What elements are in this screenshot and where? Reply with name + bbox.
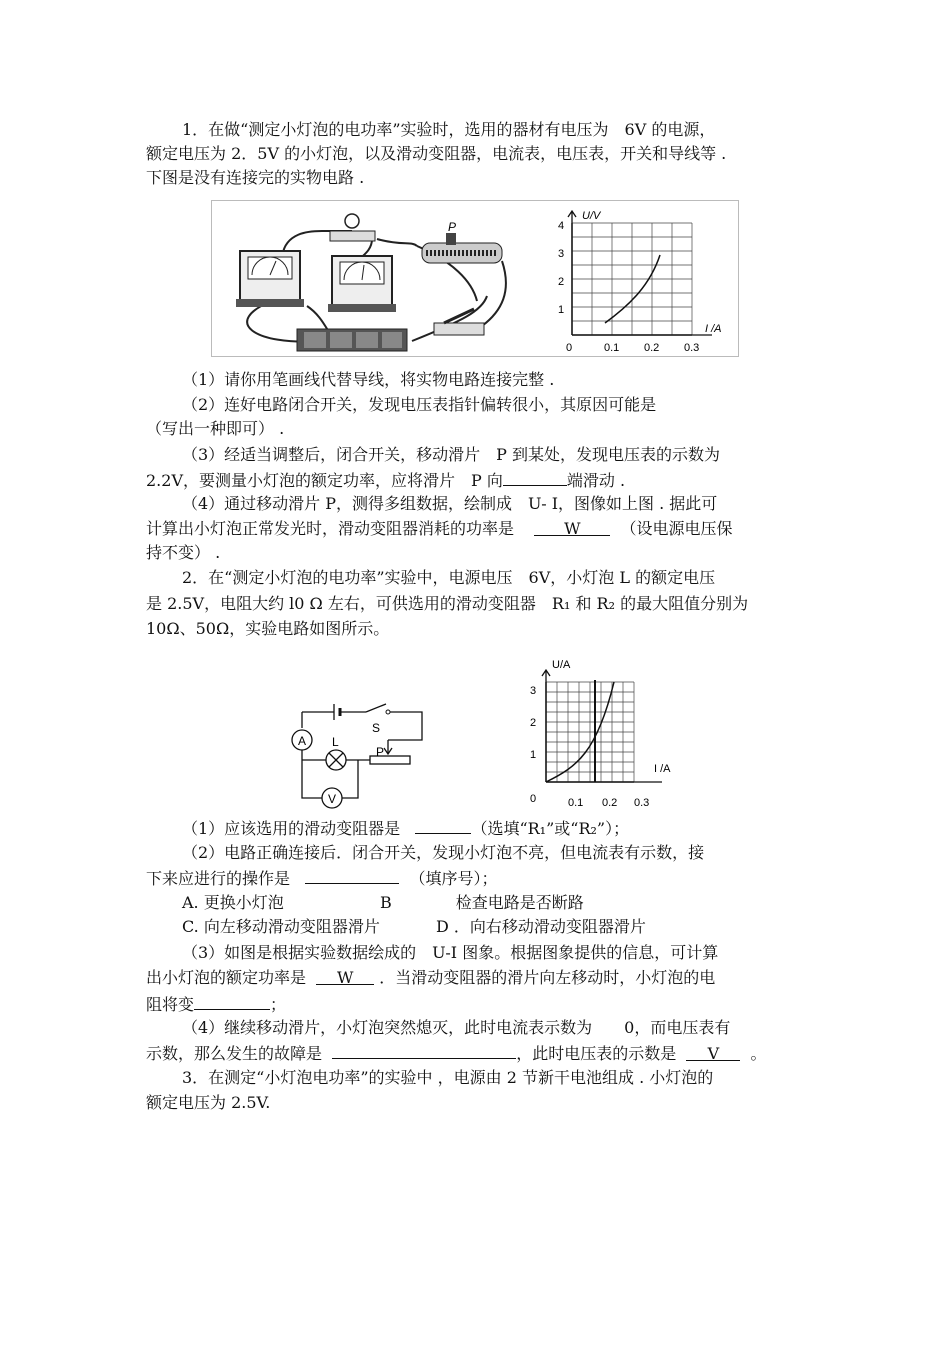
q2-ytick-2: 2	[530, 717, 537, 729]
q1-part-4b	[146, 517, 733, 541]
q2-option-a: A. 更换小灯泡	[182, 893, 284, 912]
q2-line-2: 是 2.5V，电阻大约 l0 Ω 左右，可供选用的滑动变阻器 R₁ 和 R₂ 的最大阻值分别为	[146, 594, 749, 613]
q2-xtick-1: 0.1	[568, 797, 584, 809]
q1-xtick-2: 0.2	[644, 342, 660, 354]
q1-part-4a: （4）通过移动滑片 P，测得多组数据，绘制成 U- I，图像如上图 . 据此可	[182, 494, 718, 513]
q1-part-3b	[146, 467, 625, 493]
q1-xtick-0: 0	[566, 342, 573, 354]
q2-part-1-end: （选填“R₁”或“R₂”）；	[471, 819, 630, 838]
q2-answer-blank-rheostat[interactable]	[415, 815, 471, 834]
q3-line-1: 3．在测定“小灯泡电功率”的实验中 ，电源由 2 节新干电池组成 . 小灯泡的	[182, 1068, 714, 1087]
q1-part-3b-end: 端滑动 .	[566, 471, 626, 490]
q2-xtick-0: 0	[530, 793, 537, 805]
q2-xtick-2: 0.2	[602, 797, 618, 809]
q2-part-3c-text: 阻将变	[146, 995, 195, 1014]
q2-graph-ylabel: U/A	[552, 659, 571, 671]
q2-lamp-label: L	[332, 735, 339, 749]
q2-slider-label: P	[376, 745, 385, 759]
q2-line-3: 10Ω、50Ω，实验电路如图所示。	[146, 619, 390, 638]
q1-ytick-1: 1	[558, 304, 565, 316]
q2-answer-blank-fault[interactable]	[332, 1040, 516, 1059]
q1-part-4c: 持不变） .	[146, 543, 221, 562]
q1-line-3: 下图是没有连接完的实物电路 .	[146, 168, 365, 187]
q1-part-4b-text: 计算出小灯泡正常发光时，滑动变阻器消耗的功率是	[146, 519, 515, 538]
q2-option-c: C. 向左移动滑动变阻器滑片	[182, 917, 380, 936]
q1-ui-graph	[550, 205, 740, 355]
q1-line-2: 额定电压为 2．5V 的小灯泡，以及滑动变阻器，电流表，电压表，开关和导线等 .	[146, 144, 727, 163]
q1-graph-ylabel: U/V	[582, 210, 601, 222]
q2-part-3a: （3）如图是根据实验数据绘成的 U-I 图象。根据图象提供的信息，可计算	[182, 943, 719, 962]
q1-line-1: 1．在做“测定小灯泡的电功率”实验时，选用的器材有电压为 6V 的电源，	[182, 120, 716, 139]
q1-part-2a: （2）连好电路闭合开关，发现电压表指针偏转很小，其原因可能是	[182, 395, 657, 414]
q1-ytick-4: 4	[558, 220, 565, 232]
q2-option-b: B 检查电路是否断路	[380, 893, 584, 912]
q2-answer-blank-resistance[interactable]	[194, 991, 270, 1010]
q2-part-4b-text: 示数，那么发生的故障是	[146, 1044, 323, 1063]
q1-slider-label: P	[448, 220, 457, 234]
q2-part-3c	[146, 991, 286, 1017]
q2-ammeter-label: A	[298, 734, 307, 748]
q2-part-2b	[146, 865, 497, 891]
q2-line-1: 2．在“测定小灯泡的电功率”实验中，电源电压 6V，小灯泡 L 的额定电压	[182, 568, 716, 587]
q2-ui-graph	[522, 652, 682, 812]
q2-xtick-3: 0.3	[634, 797, 650, 809]
q2-graph-xlabel: I /A	[654, 763, 671, 775]
q1-part-1: （1）请你用笔画线代替导线，将实物电路连接完整 .	[182, 370, 555, 389]
q2-part-3b	[146, 966, 715, 990]
q1-ytick-2: 2	[558, 276, 565, 288]
q1-part-3a: （3）经适当调整后，闭合开关，移动滑片 P 到某处，发现电压表的示数为	[182, 445, 721, 464]
q1-xtick-1: 0.1	[604, 342, 620, 354]
q2-power-unit: W	[336, 968, 354, 987]
q2-part-3c-end: ；	[270, 995, 287, 1014]
q1-answer-blank-power[interactable]	[534, 517, 610, 536]
q2-part-1	[182, 815, 629, 841]
q2-option-d: D ．向右移动滑动变阻器滑片	[436, 917, 646, 936]
q2-part-3b-end: ．当滑动变阻器的滑片向左移动时，小灯泡的电	[379, 968, 716, 987]
axis	[568, 211, 712, 335]
q2-part-4b	[146, 1040, 767, 1066]
q2-ytick-3: 3	[530, 685, 537, 697]
q2-switch-label: S	[372, 721, 381, 735]
q2-part-4b-end: 。	[750, 1044, 767, 1063]
q1-power-unit: W	[564, 519, 581, 538]
q3-line-2: 额定电压为 2.5V.	[146, 1093, 271, 1112]
q1-graph-xlabel: I /A	[705, 323, 722, 335]
q2-ytick-1: 1	[530, 749, 537, 761]
q2-voltmeter-label: V	[328, 792, 337, 806]
q2-voltage-unit: V	[707, 1044, 720, 1063]
q2-part-4a: （4）继续移动滑片，小灯泡突然熄灭，此时电流表示数为 0，而电压表有	[182, 1018, 731, 1037]
q1-part-3b-text: 2.2V，要测量小灯泡的额定功率，应将滑片 P 向	[146, 471, 503, 490]
q2-part-2b-end: （填序号）；	[409, 869, 498, 888]
q2-part-3b-text: 出小灯泡的额定功率是	[146, 968, 307, 987]
q1-part-2b: （写出一种即可） .	[146, 419, 285, 438]
q2-part-1-text: （1）应该选用的滑动变阻器是	[182, 819, 401, 838]
q2-answer-blank-power[interactable]	[316, 966, 374, 985]
q1-xtick-3: 0.3	[684, 342, 700, 354]
q2-circuit-diagram	[288, 690, 428, 810]
axis	[542, 670, 662, 782]
q1-answer-blank-direction[interactable]	[503, 467, 567, 486]
q1-part-4b-end: （设电源电压保	[620, 519, 733, 538]
q2-answer-blank-voltage[interactable]	[686, 1042, 740, 1061]
q2-part-4b-mid: ，此时电压表的示数是	[516, 1044, 677, 1063]
q1-ytick-3: 3	[558, 248, 565, 260]
q2-answer-blank-operation[interactable]	[305, 865, 399, 884]
q2-part-2b-text: 下来应进行的操作是	[146, 869, 291, 888]
q2-part-2a: （2）电路正确连接后．闭合开关，发现小灯泡不亮，但电流表有示数，接	[182, 843, 705, 862]
